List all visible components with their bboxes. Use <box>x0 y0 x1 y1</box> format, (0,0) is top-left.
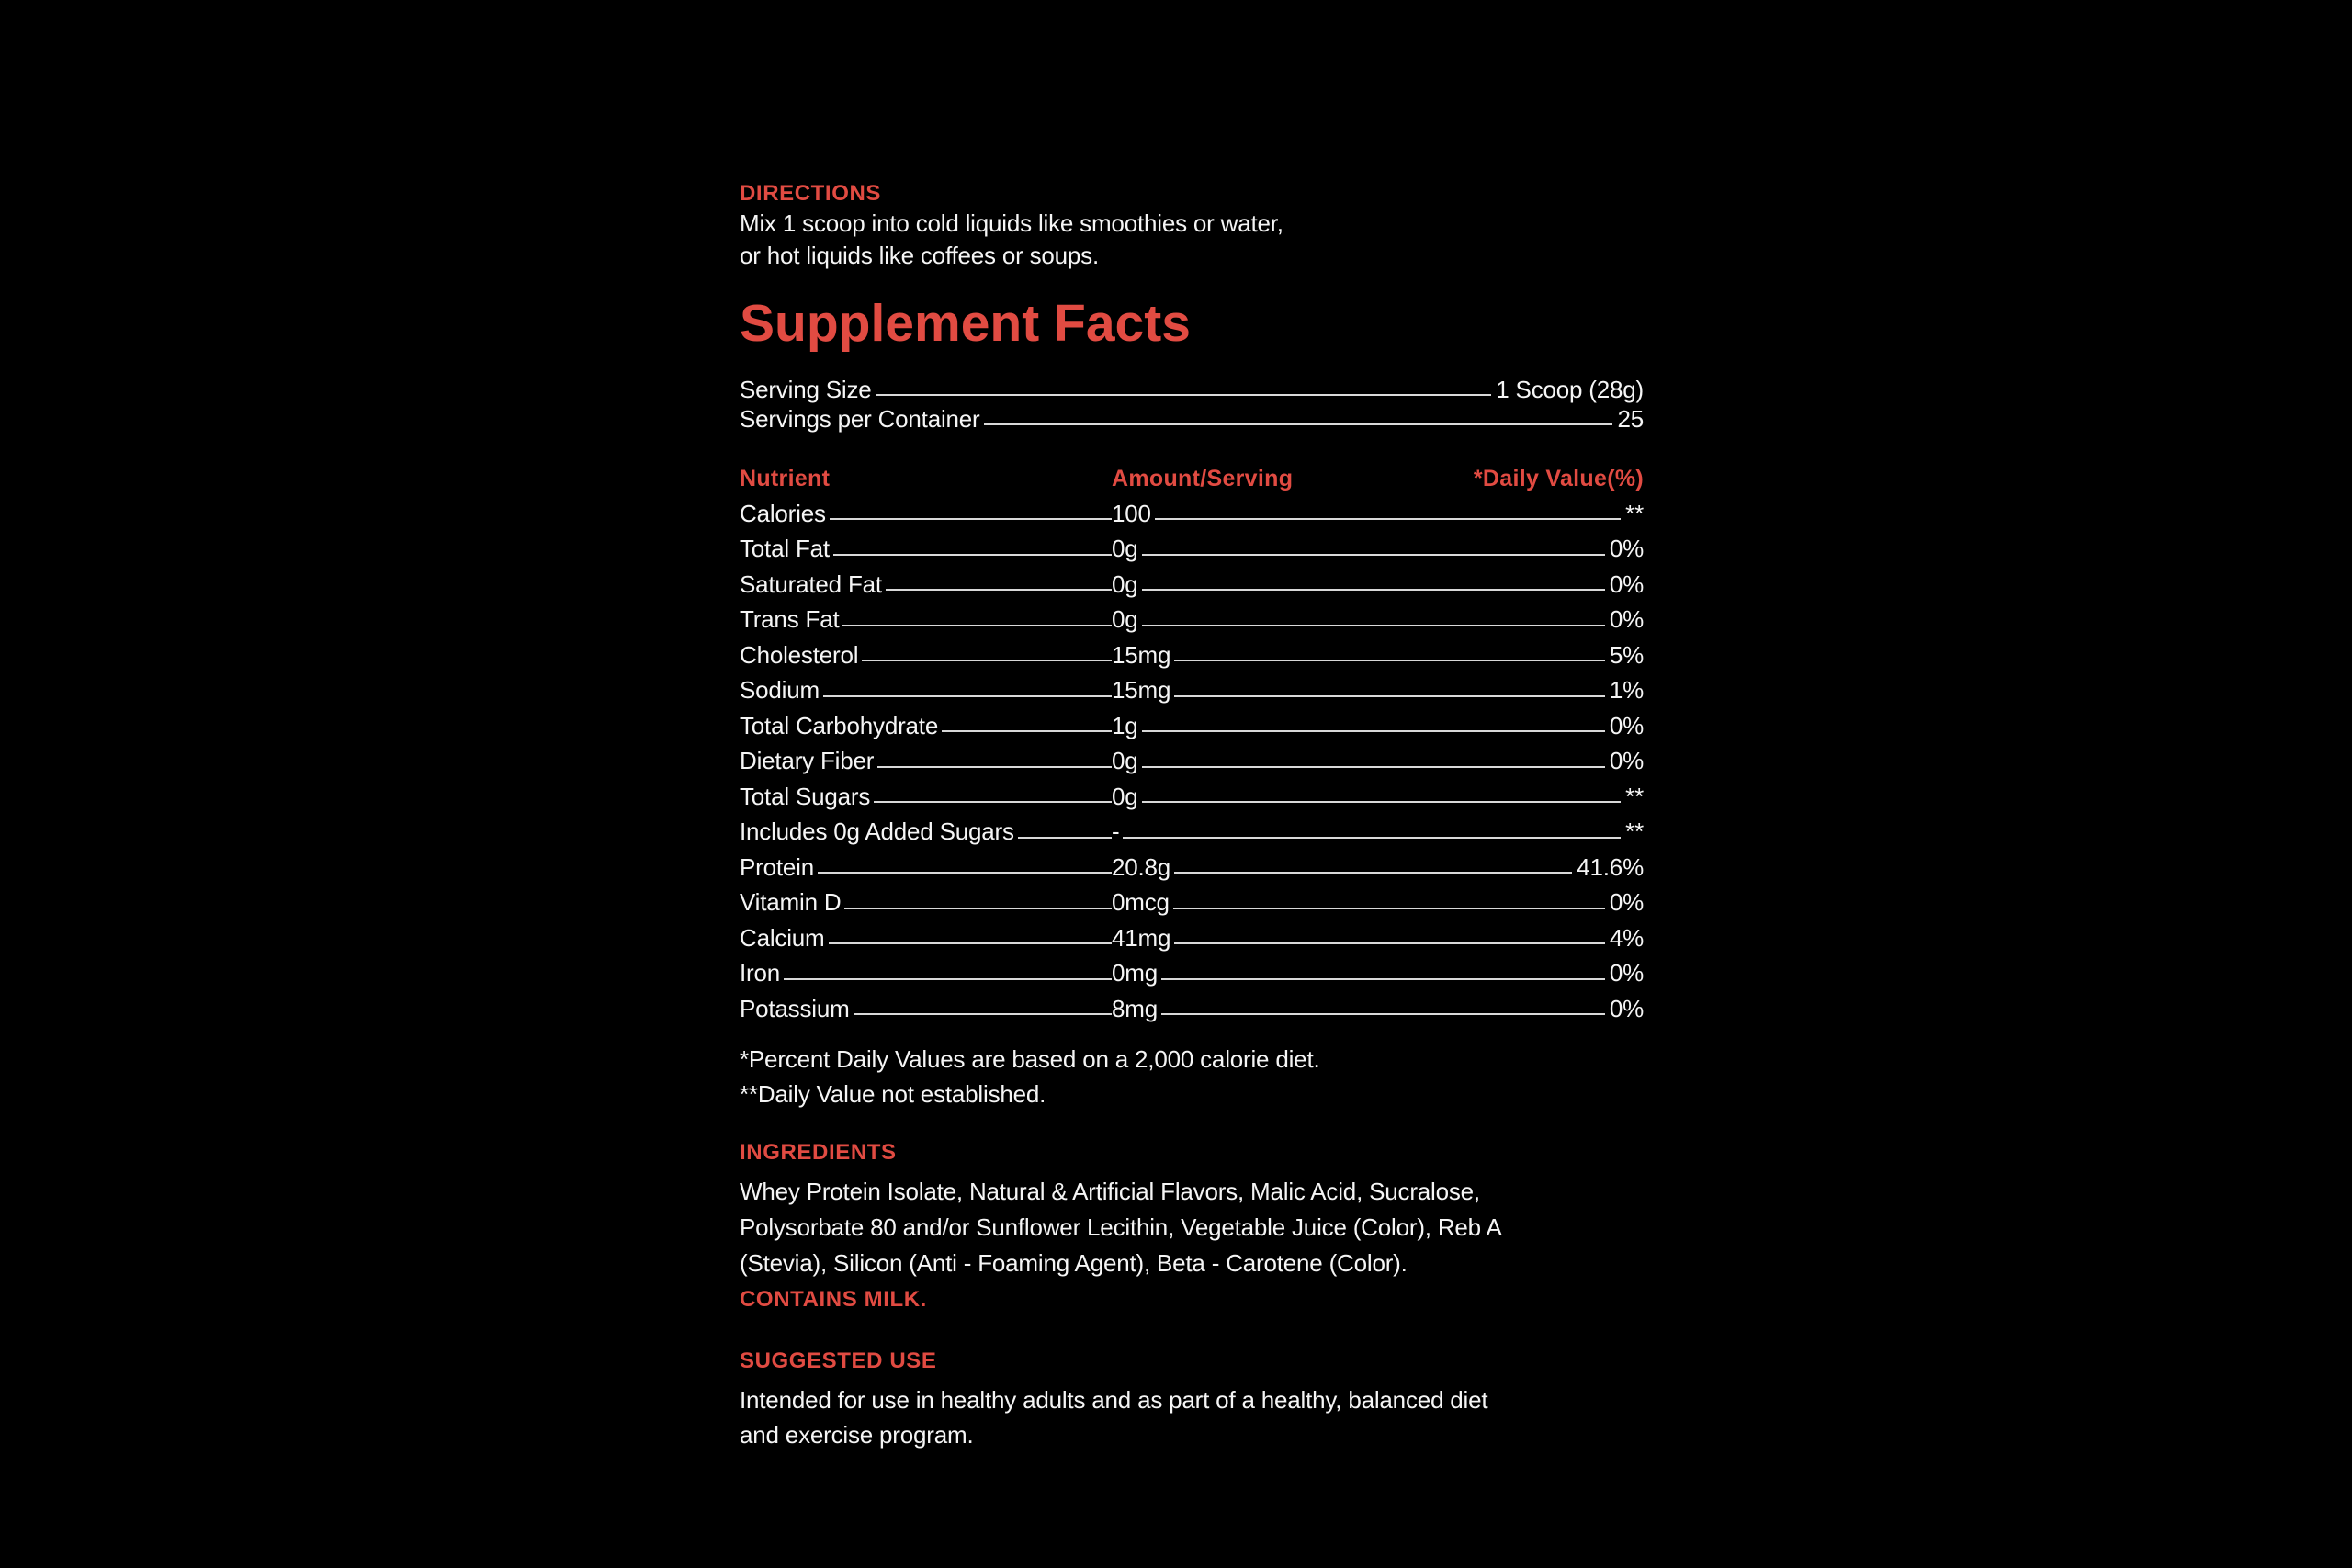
nutrient-first-col <box>740 712 1112 740</box>
nutrient-daily-value: 0% <box>1609 888 1644 917</box>
suggested-use-section <box>740 1348 1644 1452</box>
serving-row-label: Serving Size <box>740 375 872 403</box>
nutrient-name: Total Carbohydrate <box>740 711 939 739</box>
leader-line <box>1142 625 1605 626</box>
nutrient-first-col <box>740 995 1112 1023</box>
leader-line <box>886 589 1112 591</box>
nutrient-amount: 0g <box>1112 535 1138 563</box>
nutrient-amount: 0mg <box>1112 959 1158 987</box>
header-daily-value: *Daily Value(%) <box>1473 465 1644 491</box>
suggested-use-text <box>740 1382 1644 1452</box>
nutrient-row <box>740 673 1644 709</box>
ingredients-line: Polysorbate 80 and/or Sunflower Lecithin, Vegetable Juice (Color), Reb A <box>740 1213 1502 1241</box>
leader-line <box>823 695 1112 697</box>
leader-line <box>1142 801 1622 803</box>
nutrient-first-col <box>740 959 1112 987</box>
nutrient-name: Iron <box>740 959 781 987</box>
nutrient-amount: 0mcg <box>1112 888 1170 917</box>
nutrient-daily-value: 4% <box>1609 923 1644 952</box>
nutrient-daily-value: ** <box>1625 499 1644 527</box>
nutrient-name: Vitamin D <box>740 888 842 917</box>
nutrient-amount: 1g <box>1112 711 1138 739</box>
suggested-use-line: and exercise program. <box>740 1420 974 1449</box>
leader-line <box>1173 908 1605 909</box>
serving-row <box>740 375 1644 404</box>
nutrient-first-col <box>740 818 1112 846</box>
nutrient-amount: 0g <box>1112 570 1138 598</box>
nutrient-daily-value: 0% <box>1609 994 1644 1022</box>
nutrient-first-col <box>740 747 1112 775</box>
nutrient-first-col <box>740 641 1112 670</box>
nutrient-first-col <box>740 676 1112 705</box>
nutrient-row <box>740 956 1644 992</box>
serving-row-label: Servings per Container <box>740 404 980 433</box>
nutrient-first-col <box>740 888 1112 917</box>
leader-line <box>984 423 1613 425</box>
header-amount: Amount/Serving <box>1112 465 1294 491</box>
nutrient-daily-value: 0% <box>1609 570 1644 598</box>
nutrient-first-col <box>740 535 1112 563</box>
nutrient-daily-value: 0% <box>1609 535 1644 563</box>
supplement-facts-title: Supplement Facts <box>740 294 1191 353</box>
nutrient-daily-value: ** <box>1625 782 1644 810</box>
ingredients-section <box>740 1139 1644 1317</box>
nutrient-row <box>740 567 1644 603</box>
ingredients-heading: INGREDIENTS <box>740 1139 897 1165</box>
nutrient-row <box>740 920 1644 956</box>
nutrient-daily-value: ** <box>1625 818 1644 846</box>
nutrient-daily-value: 5% <box>1609 640 1644 669</box>
nutrient-name: Sodium <box>740 676 820 705</box>
nutrient-name: Potassium <box>740 994 850 1022</box>
leader-line <box>1174 872 1572 874</box>
leader-line <box>854 1013 1112 1015</box>
nutrient-row <box>740 603 1644 638</box>
nutrient-amount: - <box>1112 818 1120 846</box>
footnote-line: **Daily Value not established. <box>740 1079 1046 1108</box>
leader-line <box>1174 942 1605 944</box>
leader-line <box>877 766 1112 768</box>
footnote-line: *Percent Daily Values are based on a 2,000 calorie diet. <box>740 1044 1320 1073</box>
nutrient-row <box>740 637 1644 673</box>
nutrient-amount: 0g <box>1112 605 1138 634</box>
nutrient-name: Calcium <box>740 923 825 952</box>
leader-line <box>1142 730 1605 732</box>
ingredients-line: Whey Protein Isolate, Natural & Artificial Flavors, Malic Acid, Sucralose, <box>740 1177 1480 1205</box>
directions-text <box>740 208 1644 272</box>
nutrient-amount: 0g <box>1112 747 1138 775</box>
header-nutrient: Nutrient <box>740 465 831 491</box>
leader-line <box>862 660 1112 661</box>
nutrient-row <box>740 886 1644 921</box>
leader-line <box>784 978 1112 980</box>
nutrient-name: Saturated Fat <box>740 570 882 598</box>
suggested-use-heading: SUGGESTED USE <box>740 1348 937 1373</box>
leader-line <box>844 908 1112 909</box>
directions-section <box>740 180 1644 272</box>
leader-line <box>830 518 1112 520</box>
nutrient-daily-value: 0% <box>1609 747 1644 775</box>
serving-row-value: 25 <box>1617 404 1644 433</box>
nutrient-daily-value: 0% <box>1609 605 1644 634</box>
nutrient-row <box>740 779 1644 815</box>
leader-line <box>1142 589 1605 591</box>
leader-line <box>818 872 1112 874</box>
directions-heading: DIRECTIONS <box>740 181 882 206</box>
nutrient-row <box>740 496 1644 532</box>
nutrient-name: Dietary Fiber <box>740 747 875 775</box>
nutrient-amount: 8mg <box>1112 994 1158 1022</box>
nutrient-daily-value: 41.6% <box>1577 852 1644 881</box>
leader-line <box>829 942 1112 944</box>
nutrient-first-col <box>740 605 1112 634</box>
nutrient-name: Calories <box>740 499 826 527</box>
leader-line <box>876 394 1492 396</box>
nutrient-name: Protein <box>740 852 814 881</box>
nutrient-name: Total Sugars <box>740 782 871 810</box>
nutrient-name: Includes 0g Added Sugars <box>740 818 1014 846</box>
nutrient-name: Cholesterol <box>740 640 859 669</box>
nutrient-first-col <box>740 853 1112 882</box>
nutrient-first-col <box>740 500 1112 528</box>
leader-line <box>842 625 1112 626</box>
serving-info <box>740 375 1644 434</box>
directions-line: or hot liquids like coffees or soups. <box>740 242 1100 269</box>
nutrient-daily-value: 0% <box>1609 959 1644 987</box>
nutrient-amount: 41mg <box>1112 923 1171 952</box>
leader-line <box>1142 766 1605 768</box>
nutrient-daily-value: 0% <box>1609 711 1644 739</box>
nutrient-first-col <box>740 570 1112 599</box>
nutrient-amount: 20.8g <box>1112 852 1171 881</box>
directions-line: Mix 1 scoop into cold liquids like smoothies or water, <box>740 209 1283 237</box>
serving-row <box>740 404 1644 434</box>
leader-line <box>1161 978 1605 980</box>
nutrient-table <box>740 496 1644 1027</box>
leader-line <box>833 554 1112 556</box>
nutrient-row <box>740 815 1644 851</box>
leader-line <box>1123 837 1621 839</box>
nutrient-amount: 0g <box>1112 782 1138 810</box>
leader-line <box>874 801 1112 803</box>
leader-line <box>1161 1013 1605 1015</box>
nutrient-row <box>740 850 1644 886</box>
ingredients-text <box>740 1174 1644 1281</box>
leader-line <box>1155 518 1621 520</box>
leader-line <box>942 730 1112 732</box>
serving-row-value: 1 Scoop (28g) <box>1496 375 1644 403</box>
nutrient-name: Trans Fat <box>740 605 840 634</box>
leader-line <box>1018 837 1112 839</box>
allergen-statement: CONTAINS MILK. <box>740 1286 927 1312</box>
nutrient-first-col <box>740 924 1112 953</box>
footnotes <box>740 1042 1644 1111</box>
nutrient-row <box>740 532 1644 568</box>
nutrient-row <box>740 708 1644 744</box>
nutrient-name: Total Fat <box>740 535 830 563</box>
supplement-label-panel <box>740 180 1644 1452</box>
nutrient-amount: 15mg <box>1112 640 1171 669</box>
nutrient-amount: 15mg <box>1112 676 1171 705</box>
leader-line <box>1174 660 1605 661</box>
nutrient-first-col <box>740 783 1112 811</box>
ingredients-line: (Stevia), Silicon (Anti - Foaming Agent), Beta - Carotene (Color). <box>740 1248 1408 1277</box>
leader-line <box>1142 554 1605 556</box>
nutrient-table-header <box>740 461 1644 496</box>
nutrient-row <box>740 744 1644 780</box>
nutrient-row <box>740 991 1644 1027</box>
suggested-use-line: Intended for use in healthy adults and as part of a healthy, balanced diet <box>740 1385 1488 1414</box>
leader-line <box>1174 695 1605 697</box>
nutrient-amount: 100 <box>1112 499 1151 527</box>
nutrient-daily-value: 1% <box>1609 676 1644 705</box>
